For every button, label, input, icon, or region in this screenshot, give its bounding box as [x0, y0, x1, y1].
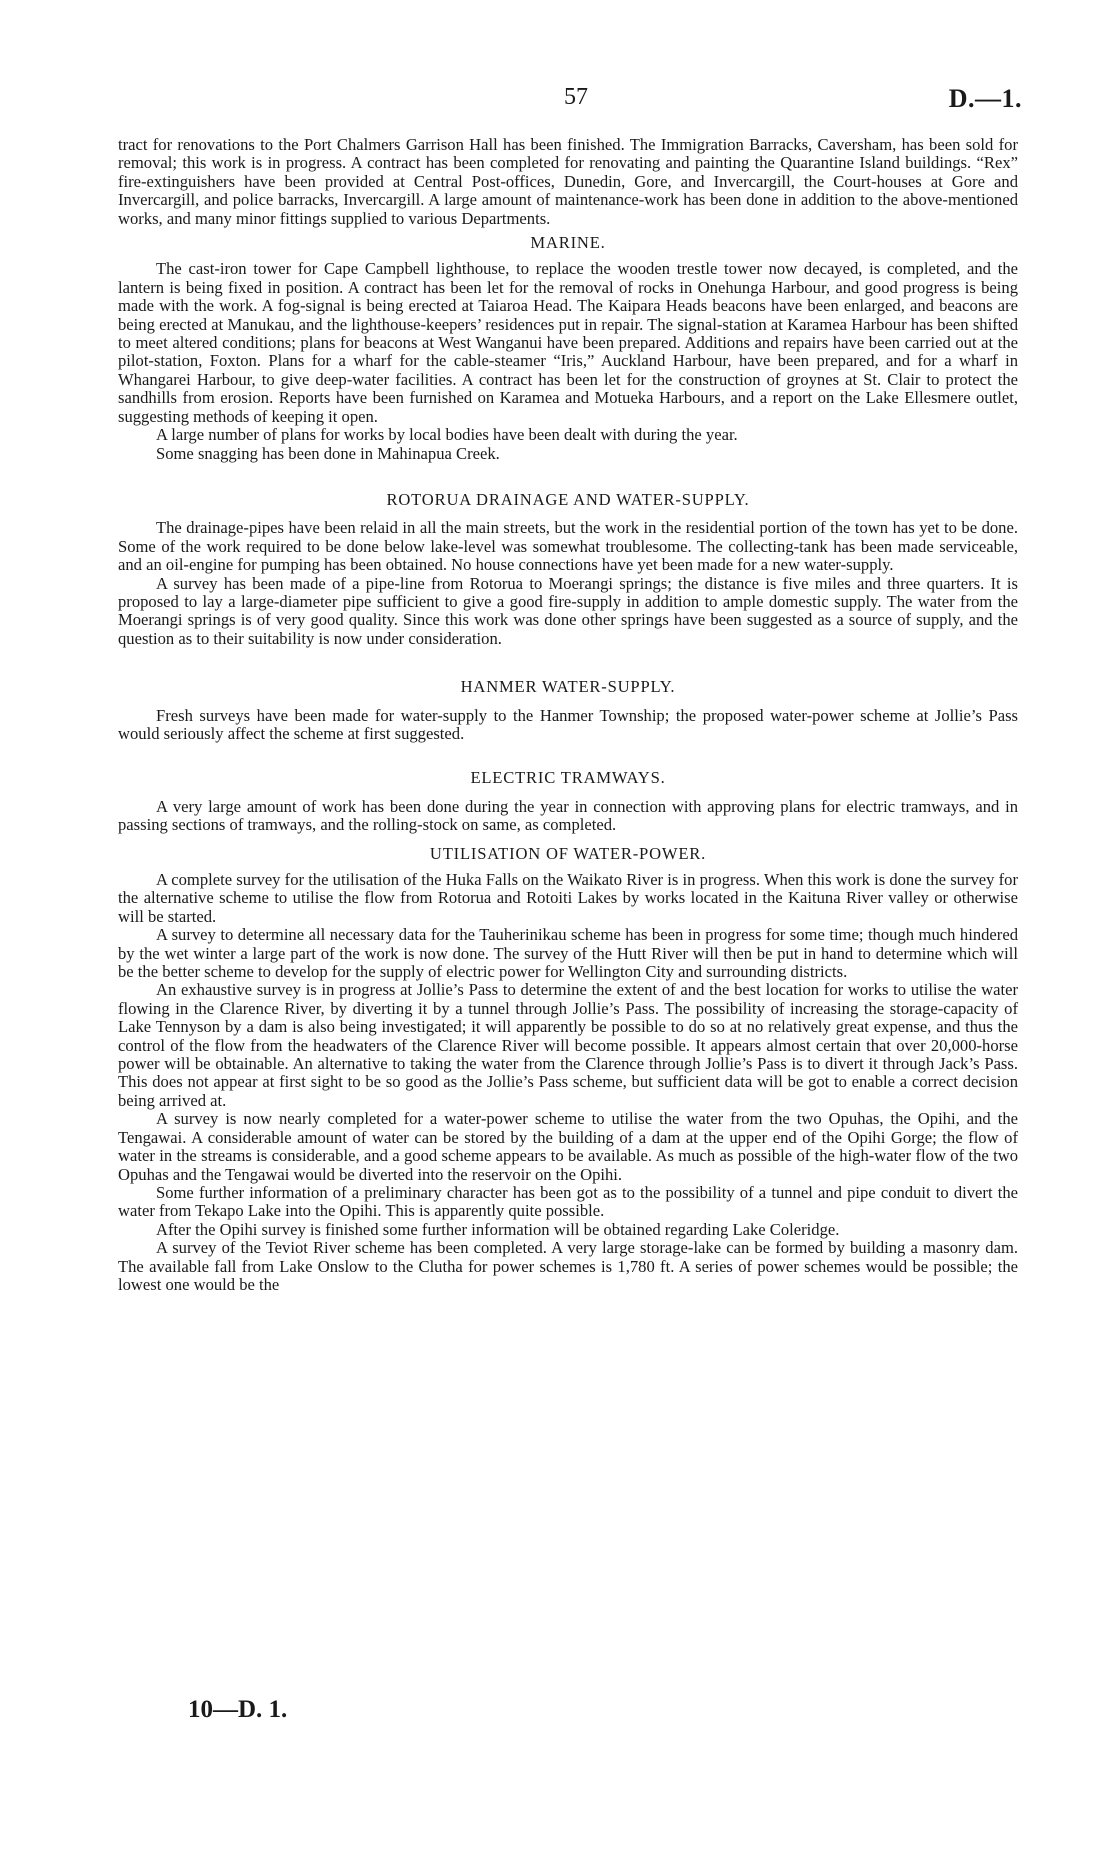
water-power-paragraph-4: A survey is now nearly completed for a water-power scheme to utilise the water from the two Opuhas, the Opihi, and the Tengawai. A considerable amount of water can be stored by the building of a dam at the upper end of the Opihi Gorge; the flow of water in the streams is considerable, and a good scheme appears to be available. As much as possible of the high-water flow of the two Opuhas and the Tengawai would be diverted into the reservoir on the Opihi. — [118, 1109, 1018, 1184]
hanmer-heading: HANMER WATER-SUPPLY. — [460, 677, 676, 697]
water-power-paragraph-2: A survey to determine all necessary data for the Tauherinikau scheme has been in progress for some time; though much hindered by the wet winter a large part of the work is now done. The survey of the Hutt River will then be put in hand to determine which will be the better scheme to develop for the supply of electric power for Wellington City and surrounding districts. — [118, 925, 1018, 982]
water-power-paragraph-3: An exhaustive survey is in progress at Jollie’s Pass to determine the extent of and the best location for works to utilise the water flowing in the Clarence River, by diverting it by a tunnel through Jollie’s Pass. The possibility of increasing the storage-capacity of Lake Tennyson by a dam is also being investigated; it will apparently be possible to do so at no relatively great expense, and thus the control of the flow from the headwaters of the Clarence River will become possible. It appears almost certain that over 20,000-horse power will be obtainable. An alternative to taking the water from the Clarence through Jollie’s Pass is to divert it through Jack’s Pass. This does not appear at first sight to be so good as the Jollie’s Pass scheme, but sufficient data will be got to enable a correct decision being arrived at. — [118, 980, 1018, 1110]
marine-paragraph-3: Some snagging has been done in Mahinapua Creek. — [156, 443, 500, 463]
document-code: D.—1. — [948, 84, 1022, 113]
hanmer-paragraph-1: Fresh surveys have been made for water-supply to the Hanmer Township; the proposed water-power scheme at Jollie’s Pass would seriously affect the scheme at first suggested. — [118, 705, 1018, 743]
footer-signature: 10—D. 1. — [188, 1696, 288, 1723]
tramways-heading: ELECTRIC TRAMWAYS. — [470, 768, 666, 788]
rotorua-heading: ROTORUA DRAINAGE AND WATER-SUPPLY. — [386, 489, 750, 509]
water-power-paragraph-7: A survey of the Teviot River scheme has been completed. A very large storage-lake can be formed by building a masonry dam. The available fall from Lake Onslow to the Clutha for power schemes is 1,780 ft. A series of power schemes would be possible; the lowest one would be the — [118, 1238, 1018, 1294]
page-body — [118, 136, 1018, 1294]
rotorua-paragraph-2: A survey has been made of a pipe-line from Rotorua to Moerangi springs; the distance is five miles and three quarters. It is proposed to lay a large-diameter pipe sufficient to give a good fire-supply in addition to ample domestic supply. The water from the Moerangi springs is of very good quality. Since this work was done other springs have been suggested as a source of supply, and the question as to their suitability is now under consideration. — [118, 573, 1018, 648]
rotorua-paragraph-1: The drainage-pipes have been relaid in all the main streets, but the work in the residential portion of the town has yet to be done. Some of the work required to be done below lake-level was somewhat troublesome. The collecting-tank has been made serviceable, and an oil-engine for pumping has been obtained. No house connections have yet been made for a new water-supply. — [118, 518, 1018, 575]
marine-heading: MARINE. — [530, 233, 606, 253]
marine-paragraph-1: The cast-iron tower for Cape Campbell lighthouse, to replace the wooden trestle tower now decayed, is completed, and the lantern is being fixed in position. A contract has been let for the removal of rocks in Onehunga Harbour, and good progress is being made with the work. A fog-signal is being erected at Taiaroa Head. The Kaipara Heads beacons have been enlarged, and beacons are being erected at Manukau, and the lighthouse-keepers’ residences put in repair. The signal-station at Karamea Harbour has been shifted to meet altered conditions; plans for beacons at West Wanganui have been prepared. Additions and repairs have been carried out at the pilot-station, Foxton. Plans for a wharf for the cable-steamer “Iris,” Auckland Harbour, have been prepared, and for a wharf in Whangarei Harbour, to give deep-water facilities. A contract has been let for the construction of groynes at St. Clair to protect the sandhills from erosion. Reports have been furnished on Karamea and Motueka Harbours, and a report on the Lake Ellesmere outlet, suggesting methods of keeping it open. — [118, 259, 1018, 426]
page-header — [118, 84, 1022, 134]
water-power-paragraph-5: Some further information of a preliminary character has been got as to the possibility of a tunnel and pipe conduit to divert the water from Tekapo Lake into the Opihi. This is apparently quite possible. — [118, 1182, 1018, 1221]
water-power-heading: UTILISATION OF WATER-POWER. — [429, 843, 707, 863]
water-power-paragraph-6: After the Opihi survey is finished some further information will be obtained regarding Lake Coleridge. — [156, 1219, 840, 1239]
marine-paragraph-2: A large number of plans for works by local bodies have been dealt with during the year. — [156, 425, 738, 445]
water-power-paragraph-1: A complete survey for the utilisation of the Huka Falls on the Waikato River is in progress. When this work is done the survey for the alternative scheme to utilise the flow from Rotorua and Rotoiti Lakes by works located in the Kaituna River valley or otherwise will be started. — [118, 870, 1018, 926]
page-number: 57 — [564, 84, 588, 110]
tramways-paragraph-1: A very large amount of work has been done during the year in connection with approving plans for electric tramways, and in passing sections of tramways, and the rolling-stock on same, as completed. — [118, 796, 1018, 835]
intro-paragraph: tract for renovations to the Port Chalmers Garrison Hall has been finished. The Immigration Barracks, Caversham, has been sold for removal; this work is in progress. A contract has been completed for renovating and painting the Quarantine Island buildings. “Rex” fire-extinguishers have been provided at Central Post-offices, Dunedin, Gore, and Invercargill, the Court-houses at Gore and Invercargill, and police barracks, Invercargill. A large amount of maintenance-work has been done in addition to the above-mentioned works, and many minor fittings supplied to various Departments. — [118, 135, 1018, 228]
